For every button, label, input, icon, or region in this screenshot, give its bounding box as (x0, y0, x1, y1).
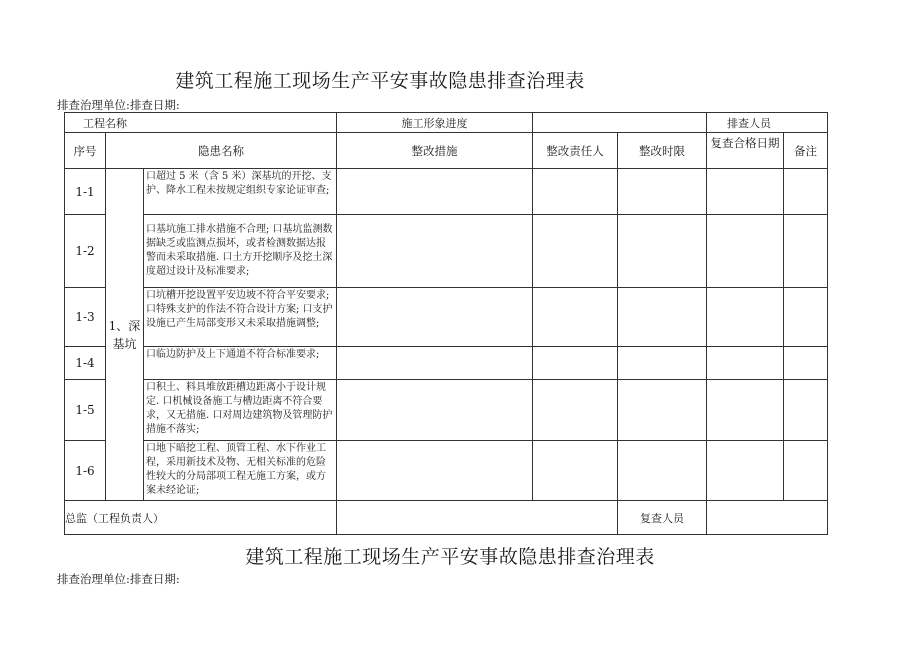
progress-value-cell[interactable] (533, 113, 707, 133)
deadline-cell[interactable] (618, 441, 707, 501)
inspection-table (64, 112, 828, 535)
unit-date-line-repeat (57, 571, 180, 587)
recheck-date-cell[interactable] (707, 347, 784, 380)
remark-cell[interactable] (784, 347, 828, 380)
footer-row (65, 501, 828, 535)
measures-cell[interactable] (337, 380, 533, 441)
hazard-cell: 口坑槽开挖设置平安边坡不符合平安要求; 口特殊支护的作法不符合设计方案; 口支护设施已产生局部变形又未采取措施调整; (144, 288, 337, 347)
row-seq: 1-5 (65, 380, 106, 441)
row-seq: 1-4 (65, 347, 106, 380)
responsible-cell[interactable] (533, 380, 618, 441)
col-seq: 序号 (65, 133, 106, 169)
remark-cell[interactable] (784, 288, 828, 347)
recheck-date-cell[interactable] (707, 169, 784, 215)
col-responsible: 整改责任人 (533, 133, 618, 169)
table-row (65, 288, 828, 347)
remark-cell[interactable] (784, 380, 828, 441)
col-remark: 备注 (784, 133, 828, 169)
recheck-date-cell[interactable] (707, 380, 784, 441)
page-title: 建筑工程施工现场生产平安事故隐患排查治理表 (175, 70, 585, 92)
responsible-cell[interactable] (533, 347, 618, 380)
recheck-date-cell[interactable] (707, 215, 784, 288)
column-header-row (65, 133, 828, 169)
remark-cell[interactable] (784, 169, 828, 215)
measures-cell[interactable] (337, 169, 533, 215)
info-row (65, 113, 828, 133)
deadline-cell[interactable] (618, 288, 707, 347)
hazard-cell: 口超过 5 米（含 5 米）深基坑的开挖、支护、降水工程未按规定组织专家论证审查; (144, 169, 337, 215)
inspector-label: 排查人员 (727, 116, 771, 130)
date-label: 排查日期: (129, 98, 180, 112)
recheck-sign-cell[interactable] (707, 501, 828, 535)
recheck-label: 复查人员 (640, 511, 684, 525)
table-row (65, 169, 828, 215)
recheck-date-cell[interactable] (707, 288, 784, 347)
date-label: 排查日期: (129, 572, 180, 586)
progress-label: 施工形象进度 (401, 116, 468, 130)
unit-date-line (57, 97, 180, 113)
progress-label-cell (337, 113, 533, 133)
category-cell: 1、深基坑 (106, 169, 144, 501)
hazard-cell: 口临边防护及上下通道不符合标准要求; (144, 347, 337, 380)
row-seq: 1-6 (65, 441, 106, 501)
measures-cell[interactable] (337, 441, 533, 501)
measures-cell[interactable] (337, 288, 533, 347)
remark-cell[interactable] (784, 215, 828, 288)
responsible-cell[interactable] (533, 169, 618, 215)
row-seq: 1-1 (65, 169, 106, 215)
hazard-cell: 口地下暗挖工程、顶管工程、水下作业工程，采用新技术及物、无相关标准的危险性较大的分局部项工程无施工方案，或方案未经论证; (144, 441, 337, 501)
unit-label: 排查治理单位: (57, 98, 130, 112)
responsible-cell[interactable] (533, 215, 618, 288)
recheck-label-cell (618, 501, 707, 535)
remark-cell[interactable] (784, 441, 828, 501)
deadline-cell[interactable] (618, 380, 707, 441)
row-seq: 1-2 (65, 215, 106, 288)
unit-label: 排查治理单位: (57, 572, 130, 586)
project-name-cell[interactable] (65, 113, 337, 133)
hazard-cell: 口基坑施工排水措施不合理; 口基坑监测数据缺乏或监测点损坏，或者检测数据达报警而未采取措施. 口土方开挖顺序及挖土深度超过设计及标准要求; (144, 215, 337, 288)
responsible-cell[interactable] (533, 441, 618, 501)
table-row (65, 441, 828, 501)
supervisor-sign-cell[interactable] (337, 501, 618, 535)
hazard-cell: 口积土、料具堆放距槽边距离小于设计规定. 口机械设备施工与槽边距离不符合要求，又无措施. 口对周边建筑物及管理防护措施不落实; (144, 380, 337, 441)
deadline-cell[interactable] (618, 215, 707, 288)
row-seq: 1-3 (65, 288, 106, 347)
page-title-repeat: 建筑工程施工现场生产平安事故隐患排查治理表 (245, 546, 655, 568)
measures-cell[interactable] (337, 215, 533, 288)
col-measures: 整改措施 (337, 133, 533, 169)
recheck-date-cell[interactable] (707, 441, 784, 501)
table-row (65, 215, 828, 288)
col-hazard: 隐患名称 (106, 133, 337, 169)
col-deadline: 整改时限 (618, 133, 707, 169)
col-recheck-date: 复查合格日期 (707, 133, 784, 169)
responsible-cell[interactable] (533, 288, 618, 347)
deadline-cell[interactable] (618, 169, 707, 215)
deadline-cell[interactable] (618, 347, 707, 380)
table-row (65, 380, 828, 441)
table-row (65, 347, 828, 380)
project-name-label: 工程名称 (83, 116, 127, 130)
supervisor-cell[interactable] (65, 501, 337, 535)
inspector-cell[interactable] (707, 113, 828, 133)
measures-cell[interactable] (337, 347, 533, 380)
supervisor-label: 总监（工程负责人） (65, 511, 164, 525)
